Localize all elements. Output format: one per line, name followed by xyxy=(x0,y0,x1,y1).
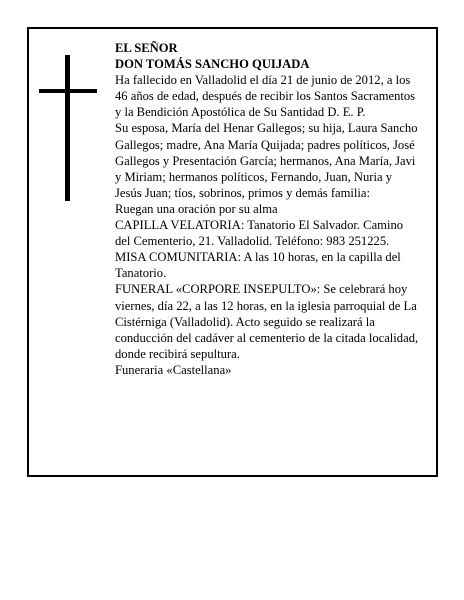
family-list: Su esposa, María del Henar Gallegos; su hija, Laura Sancho Gallegos; madre, Ana María Quijada; padres políticos, José Gallegos y Presentación García; hermanos, Ana María, Javi y Miriam; hermanos políticos, Fernando, Juan, Nuria y Jesús Juan; tíos, sobrinos, primos y demás familia: xyxy=(115,121,418,200)
cross-horizontal-bar xyxy=(39,89,97,93)
funeral-info: FUNERAL «CORPORE INSEPULTO»: Se celebrará hoy viernes, día 22, a las 12 horas, en la iglesia parroquial de La Cistérniga (Valladolid). Acto seguido se realizará la conducción del cadáver al cementerio de la citada localidad, donde recibirá sepultura. xyxy=(115,282,419,361)
cross-vertical-bar xyxy=(65,55,70,201)
funeral-home: Funeraria «Castellana» xyxy=(115,362,232,377)
obituary-text xyxy=(115,40,420,378)
chapel-and-mass-info: CAPILLA VELATORIA: Tanatorio El Salvador. Camino del Cementerio, 21. Valladolid. Teléfono: 983 251225. MISA COMUNITARIA: A las 10 horas, en la capilla del Tanatorio. xyxy=(115,218,404,281)
obituary-notice xyxy=(27,27,438,477)
prayer-request: Ruegan una oración por su alma xyxy=(115,201,278,216)
notice-title: EL SEÑOR xyxy=(115,41,178,55)
deceased-name: DON TOMÁS SANCHO QUIJADA xyxy=(115,57,310,72)
cross-icon xyxy=(39,55,97,203)
death-announcement: Ha fallecido en Valladolid el día 21 de junio de 2012, a los 46 años de edad, después de recibir los Santos Sacramentos y la Bendición Apostólica de Su Santidad D. E. P. xyxy=(115,73,416,120)
